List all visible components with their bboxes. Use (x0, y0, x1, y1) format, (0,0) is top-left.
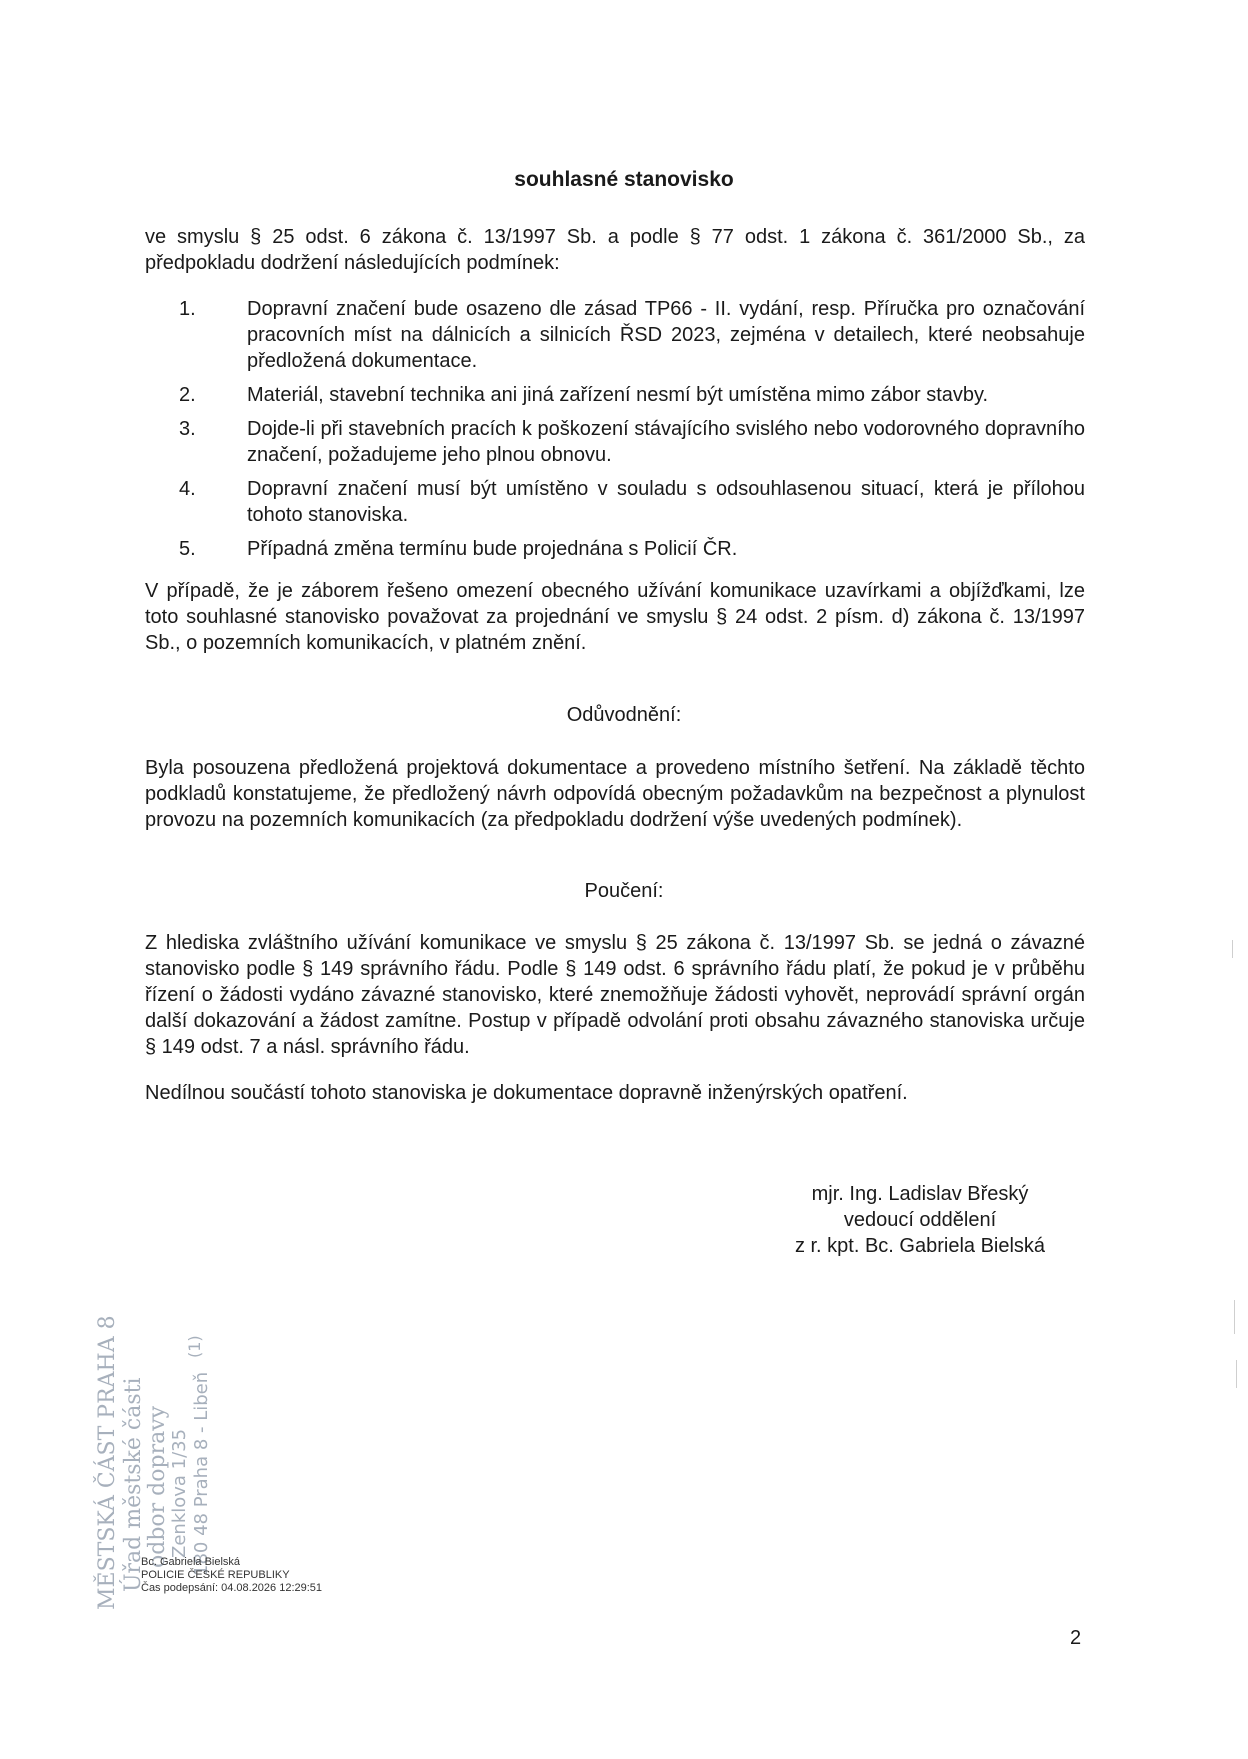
signature-name: mjr. Ing. Ladislav Břeský (811, 1183, 1029, 1205)
scan-artifact (1234, 1300, 1235, 1334)
conditions-list (145, 296, 1085, 570)
list-item (145, 416, 1085, 468)
stamp-line: Zenklova 1/35 (169, 1428, 190, 1558)
annex-note: Nedílnou součástí tohoto stanoviska je dokumentace dopravně inženýrských opatření. (145, 1082, 908, 1104)
stamp-line: odbor dopravy (145, 1405, 170, 1568)
list-item-number: 3. (179, 418, 196, 440)
list-item (145, 382, 1085, 408)
instruction-heading: Poučení: (584, 880, 664, 902)
list-item (145, 296, 1085, 374)
list-item (145, 536, 1085, 562)
list-item-text: Dojde-li při stavebních pracích k poškození stávajícího svislého nebo vodorovného dopravního značení, požadujeme jeho plnou obnovu. (247, 418, 1085, 466)
justification-heading: Odůvodnění: (566, 704, 682, 726)
list-item-number: 5. (179, 538, 196, 560)
list-item-text: Dopravní značení musí být umístěno v souladu s odsouhlasenou situací, která je přílohou tohoto stanoviska. (247, 478, 1085, 526)
signature-role: vedoucí oddělení (843, 1209, 997, 1231)
scan-artifact (1236, 1360, 1237, 1388)
stamp-line: MĚSTSKÁ ČÁST PRAHA 8 (95, 1315, 120, 1610)
list-item-number: 1. (179, 298, 196, 320)
list-item-number: 4. (179, 478, 196, 500)
justification-paragraph: Byla posouzena předložená projektová dokumentace a provedeno místního šetření. Na základě těchto podkladů konstatujeme, že předložený návrh odpovídá obecným požadavkům na bezpečnost a plynulost provozu na pozemních komunikacích (za předpokladu dodržení výše uvedených podmínek). (145, 757, 1085, 831)
list-item-text: Materiál, stavební technika ani jiná zařízení nesmí být umístěna mimo zábor stavby. (247, 384, 989, 406)
stamp-line: 180 48 Praha 8 - Libeň (191, 1371, 212, 1576)
list-item-number: 2. (179, 384, 196, 406)
list-item (145, 476, 1085, 528)
stamp-number: (1) (185, 1335, 204, 1358)
list-item-text: Případná změna termínu bude projednána s Policií ČR. (247, 538, 738, 560)
document-title: souhlasné stanovisko (514, 168, 734, 191)
intro-paragraph: ve smyslu § 25 odst. 6 zákona č. 13/1997 Sb. a podle § 77 odst. 1 zákona č. 361/2000 Sb., za předpokladu dodržení následujících podmínek: (145, 226, 1085, 274)
esig-timestamp: Čas podepsání: 04.08.2026 12:29:51 (141, 1582, 323, 1594)
esig-name: Bc. Gabriela Bielská (141, 1556, 241, 1568)
esig-organization: POLICIE ČESKÉ REPUBLIKY (141, 1569, 290, 1581)
closure-paragraph: V případě, že je záborem řešeno omezení obecného užívání komunikace uzavírkami a objížďkami, lze toto souhlasné stanovisko považovat za projednání ve smyslu § 24 odst. 2 písm. d) zákona č. 13/1997 Sb., o pozemních komunikacích, v platném znění. (145, 580, 1085, 654)
scan-artifact (1232, 940, 1233, 958)
signature-block (760, 1181, 1080, 1259)
list-item-text: Dopravní značení bude osazeno dle zásad TP66 - II. vydání, resp. Příručka pro označování pracovních míst na dálnicích a silnicích ŘSD 2023, zejména v detailech, které neobsahuje předložená dokumentace. (247, 298, 1085, 372)
signature-on-behalf: z r. kpt. Bc. Gabriela Bielská (794, 1235, 1046, 1257)
instruction-paragraph: Z hlediska zvláštního užívání komunikace ve smyslu § 25 zákona č. 13/1997 Sb. se jedná o závazné stanovisko podle § 149 správního řádu. Podle § 149 odst. 6 správního řádu platí, že pokud je v průběhu řízení o žádosti vydáno závazné stanovisko, které znemožňuje žádosti vyhovět, neprovádí správní orgán další dokazování a žádost zamítne. Postup v případě odvolání proti obsahu závazného stanoviska určuje § 149 odst. 7 a násl. správního řádu. (145, 932, 1085, 1058)
page-number: 2 (1070, 1627, 1082, 1649)
stamp-line: Úřad městské části (121, 1377, 146, 1592)
electronic-signature (141, 1556, 322, 1595)
